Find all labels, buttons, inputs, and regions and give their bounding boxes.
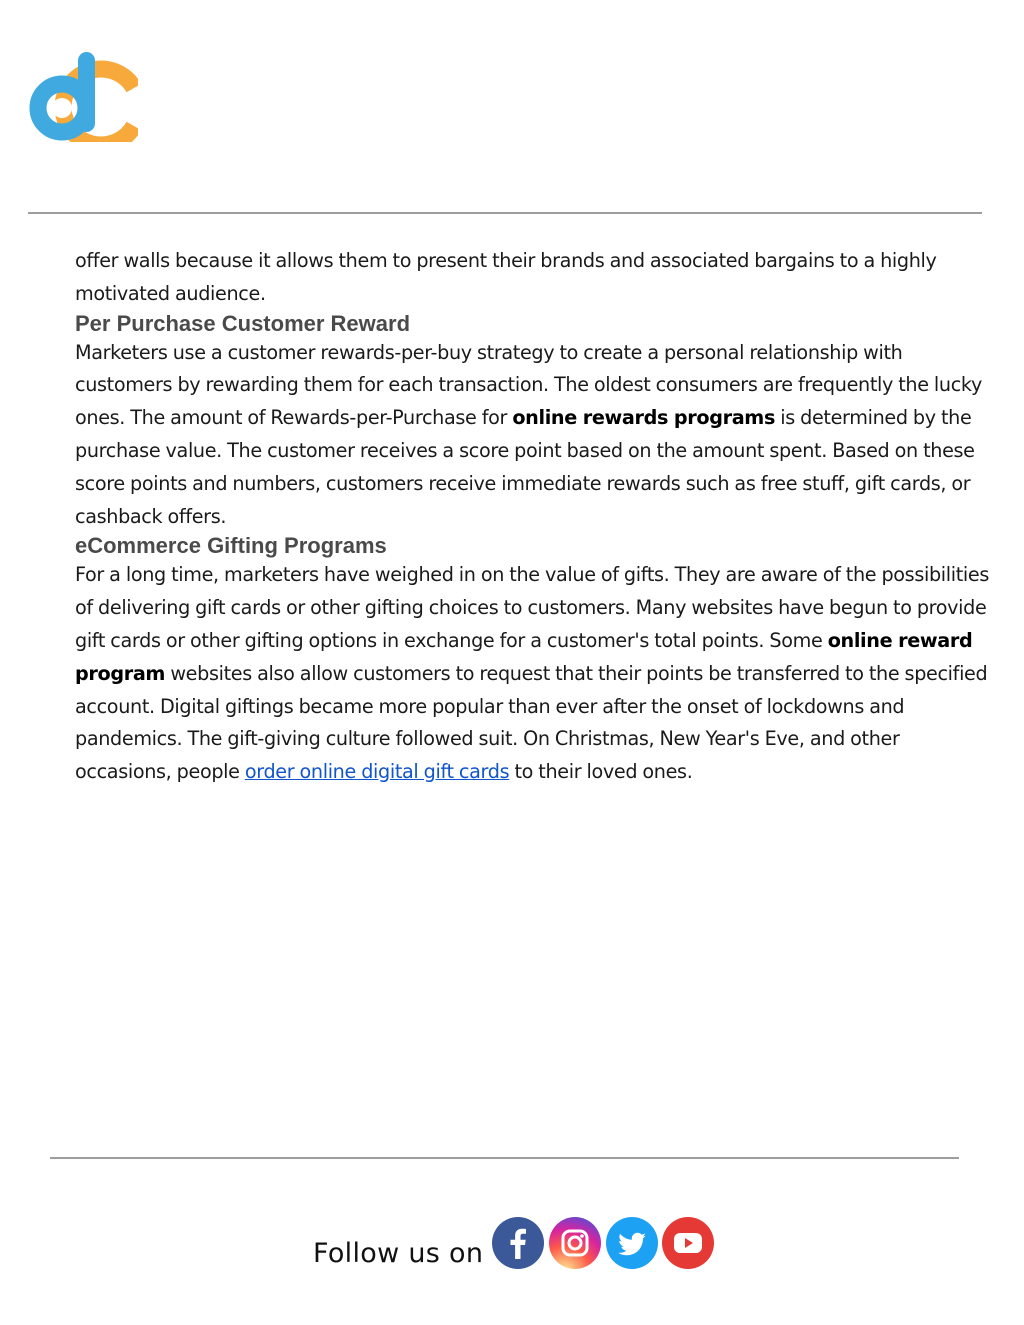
intro-paragraph: offer walls because it allows them to present their brands and associated bargains to a highly motivated audience. xyxy=(75,249,937,305)
paragraph-text: to their loved ones. xyxy=(509,760,693,784)
article-content xyxy=(75,245,1000,789)
bold-keyword: online rewards programs xyxy=(512,406,776,430)
dc-logo xyxy=(22,50,138,142)
paragraph-text: Marketers use a customer rewards-per-buy strategy to create a personal relationship with customers by rewarding them for each transaction. The oldest consumers are frequently the lucky ones. The amount of Rewards-per-Purchase for xyxy=(75,340,983,430)
footer-divider xyxy=(50,1157,959,1159)
instagram-icon[interactable] xyxy=(549,1217,601,1269)
gift-cards-link[interactable]: order online digital gift cards xyxy=(244,760,510,784)
facebook-icon[interactable] xyxy=(492,1217,544,1269)
header-divider xyxy=(28,212,982,214)
per-purchase-paragraph xyxy=(75,337,1000,534)
twitter-icon[interactable] xyxy=(606,1217,658,1269)
follow-us-label: Follow us on xyxy=(313,1238,484,1269)
section-heading-ecommerce-gifting: eCommerce Gifting Programs xyxy=(75,533,387,559)
bold-keyword: online reward program xyxy=(75,628,973,685)
paragraph-text: websites also allow customers to request that their points be transferred to the specified account. Digital giftings became more popular than ever after the onset of lockdowns and pandemics. The gift-giving culture followed suit. On Christmas, New Year's Eve, and other occasions, people xyxy=(75,661,988,784)
paragraph-text: is determined by the purchase value. The customer receives a score point based on the amount spent. Based on these score points and numbers, customers receive immediate rewards such as free stuff, gift cards, or cashback offers. xyxy=(75,406,975,528)
ecommerce-gifting-paragraph xyxy=(75,559,1000,789)
paragraph-text: For a long time, marketers have weighed in on the value of gifts. They are aware of the possibilities of delivering gift cards or other gifting choices to customers. Many websites have begun to provide gift cards or other gifting options in exchange for a customer's total points. Some xyxy=(75,563,989,652)
youtube-icon[interactable] xyxy=(662,1217,714,1269)
section-heading-per-purchase: Per Purchase Customer Reward xyxy=(75,310,411,336)
